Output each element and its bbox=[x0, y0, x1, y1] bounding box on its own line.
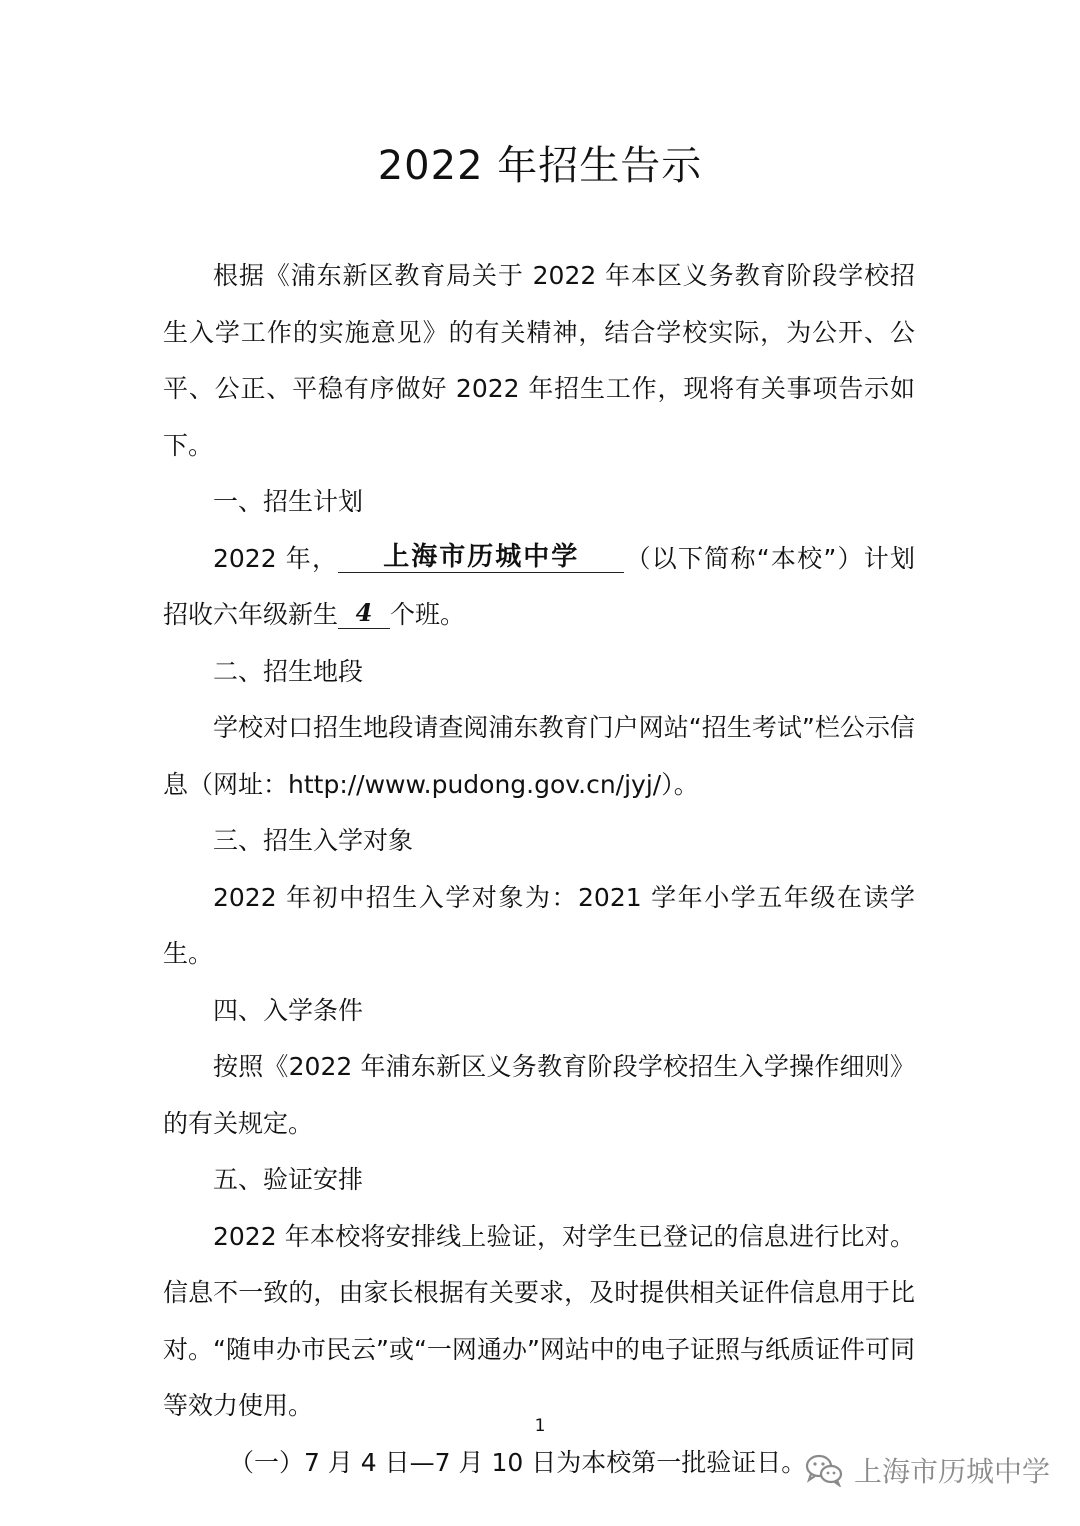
section-5-text: 2022 年本校将安排线上验证，对学生已登记的信息进行比对。信息不一致的，由家长根据有关要求，及时提供相关证件信息用于比对。“随申办市民云”或“一网通办”网站中的电子证照与纸质证件可同等效力使用。 bbox=[163, 1221, 915, 1420]
section-4-text: 按照《2022 年浦东新区义务教育阶段学校招生入学操作细则》的有关规定。 bbox=[163, 1052, 915, 1138]
section-4-heading: 四、入学条件 bbox=[213, 995, 364, 1025]
wechat-icon bbox=[804, 1453, 844, 1487]
section-3-heading: 三、招生入学对象 bbox=[213, 826, 414, 855]
section-5-heading: 五、验证安排 bbox=[213, 1165, 364, 1194]
page-number: 1 bbox=[534, 1416, 546, 1436]
school-name-field: 上海市历城中学 bbox=[338, 542, 624, 573]
section-1-text bbox=[163, 531, 915, 644]
section-5-item-1: （一）7 月 4 日—7 月 10 日为本校第一批验证日。 bbox=[229, 1447, 807, 1477]
section-1-year: 2022 年， bbox=[213, 543, 339, 573]
account-watermark bbox=[804, 1450, 1050, 1490]
section-2-heading: 二、招生地段 bbox=[213, 656, 364, 686]
watermark-text: 上海市历城中学 bbox=[853, 1455, 1050, 1488]
section-3-text: 2022 年初中招生入学对象为：2021 学年小学五年级在读学生。 bbox=[163, 882, 915, 968]
section-1-text-after-count: 个班。 bbox=[390, 600, 466, 629]
section-1-text-after-school: （以下简称“本校”）计划招收六年级新生 bbox=[163, 543, 915, 629]
class-count-field: 4 bbox=[338, 598, 390, 629]
section-1-heading: 一、招生计划 bbox=[213, 487, 364, 516]
document-title: 2022 年招生告示 bbox=[377, 143, 703, 189]
intro-paragraph: 根据《浦东新区教育局关于 2022 年本区义务教育阶段学校招生入学工作的实施意见》的有关精神，结合学校实际，为公开、公平、公正、平稳有序做好 2022 年招生工作，现将有关事项告示如下。 bbox=[163, 261, 915, 460]
document-body bbox=[163, 248, 915, 1491]
section-2-text: 学校对口招生地段请查阅浦东教育门户网站“招生考试”栏公示信息（网址：http://www.pudong.gov.cn/jyj/）。 bbox=[163, 713, 915, 799]
